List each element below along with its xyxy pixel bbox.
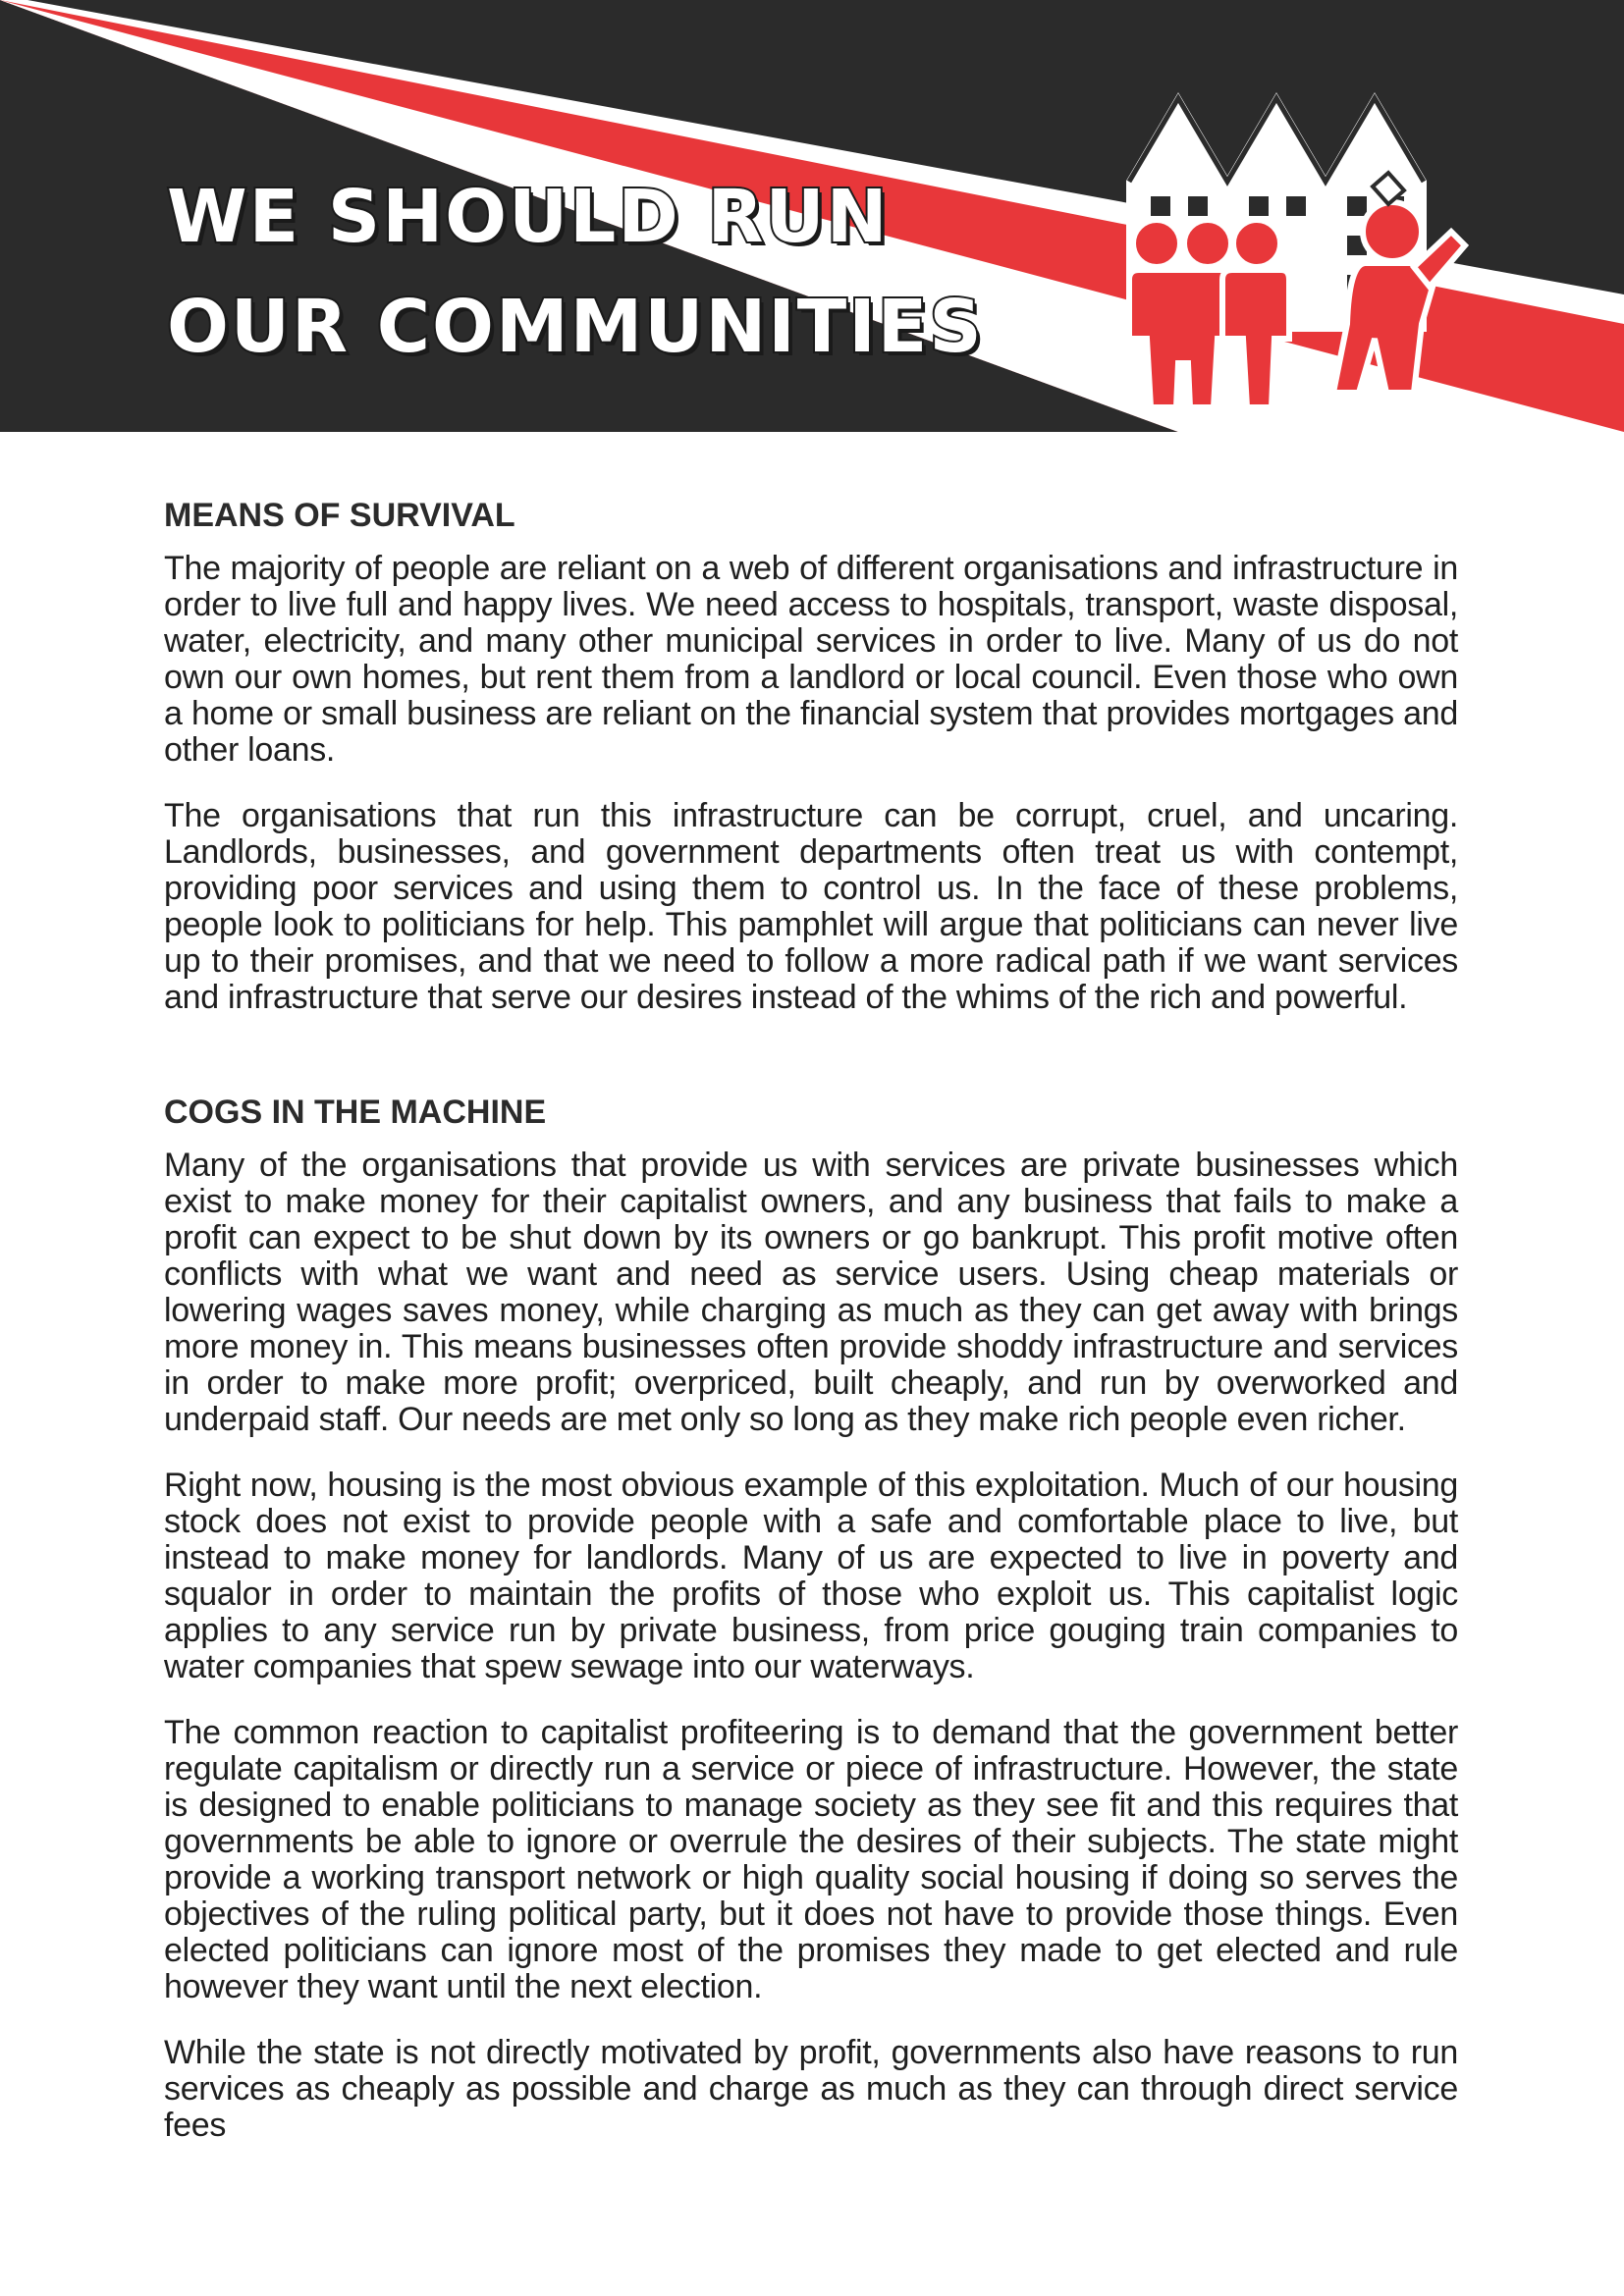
section-cogs-in-the-machine bbox=[164, 1093, 1458, 2144]
article-body bbox=[164, 496, 1458, 2173]
paragraph: While the state is not directly motivated by profit, governments also have reasons to run services as cheaply as possible and charge as much as they can through direct service fees bbox=[164, 2034, 1458, 2144]
title-line-2: OUR COMMUNITIES bbox=[167, 285, 984, 369]
paragraph: The common reaction to capitalist profiteering is to demand that the government better regulate capitalism or directly run a service or piece of infrastructure. However, the state is designed to enable politicians to manage society as they see fit and this requires that governments be able to ignore or overrule the desires of their subjects. The state might provide a working transport network or high quality social housing if doing so serves the objectives of the ruling political party, but it does not have to provide those things. Even elected politicians can ignore most of the promises they made to get elected and rule however they want until the next election. bbox=[164, 1714, 1458, 2005]
paragraph: Many of the organisations that provide us with services are private businesses which exist to make money for their capitalist owners, and any business that fails to make a profit can expect to be shut down by its owners or go bankrupt. This profit motive often conflicts with what we want and need as service users. Using cheap materials or lowering wages saves money, while charging as much as they can get away with brings more money in. This means businesses often provide shoddy infrastructure and services in order to make more profit; overpriced, built cheaply, and run by overworked and underpaid staff. Our needs are met only so long as they make rich people even richer. bbox=[164, 1147, 1458, 1438]
title-line-1: WE SHOULD RUN bbox=[167, 175, 890, 259]
section-means-of-survival bbox=[164, 496, 1458, 1016]
page-title bbox=[167, 162, 984, 382]
section-heading: MEANS OF SURVIVAL bbox=[164, 497, 515, 534]
paragraph: Right now, housing is the most obvious example of this exploitation. Much of our housing stock does not exist to provide people with a safe and comfortable place to live, but instead to make money for landlords. Many of us are expected to live in poverty and squalor in order to maintain the profits of those who exploit us. This capitalist logic applies to any service run by private business, from price gouging train companies to water companies that spew sewage into our waterways. bbox=[164, 1467, 1458, 1685]
section-heading: COGS IN THE MACHINE bbox=[164, 1094, 547, 1131]
paragraph: The organisations that run this infrastructure can be corrupt, cruel, and uncaring. Landlords, businesses, and government departments often treat us with contempt, providing poor services and using them to control us. In the face of these problems, people look to politicians for help. This pamphlet will argue that politicians can never live up to their promises, and that we need to follow a more radical path if we want services and infrastructure that serve our desires instead of the whims of the rich and powerful. bbox=[164, 797, 1458, 1016]
paragraph: The majority of people are reliant on a web of different organisations and infrastructure in order to live full and happy lives. We need access to hospitals, transport, waste disposal, water, electricity, and many other municipal services in order to live. Many of us do not own our own homes, but rent them from a landlord or local council. Even those who own a home or small business are reliant on the financial system that provides mortgages and other loans. bbox=[164, 550, 1458, 769]
